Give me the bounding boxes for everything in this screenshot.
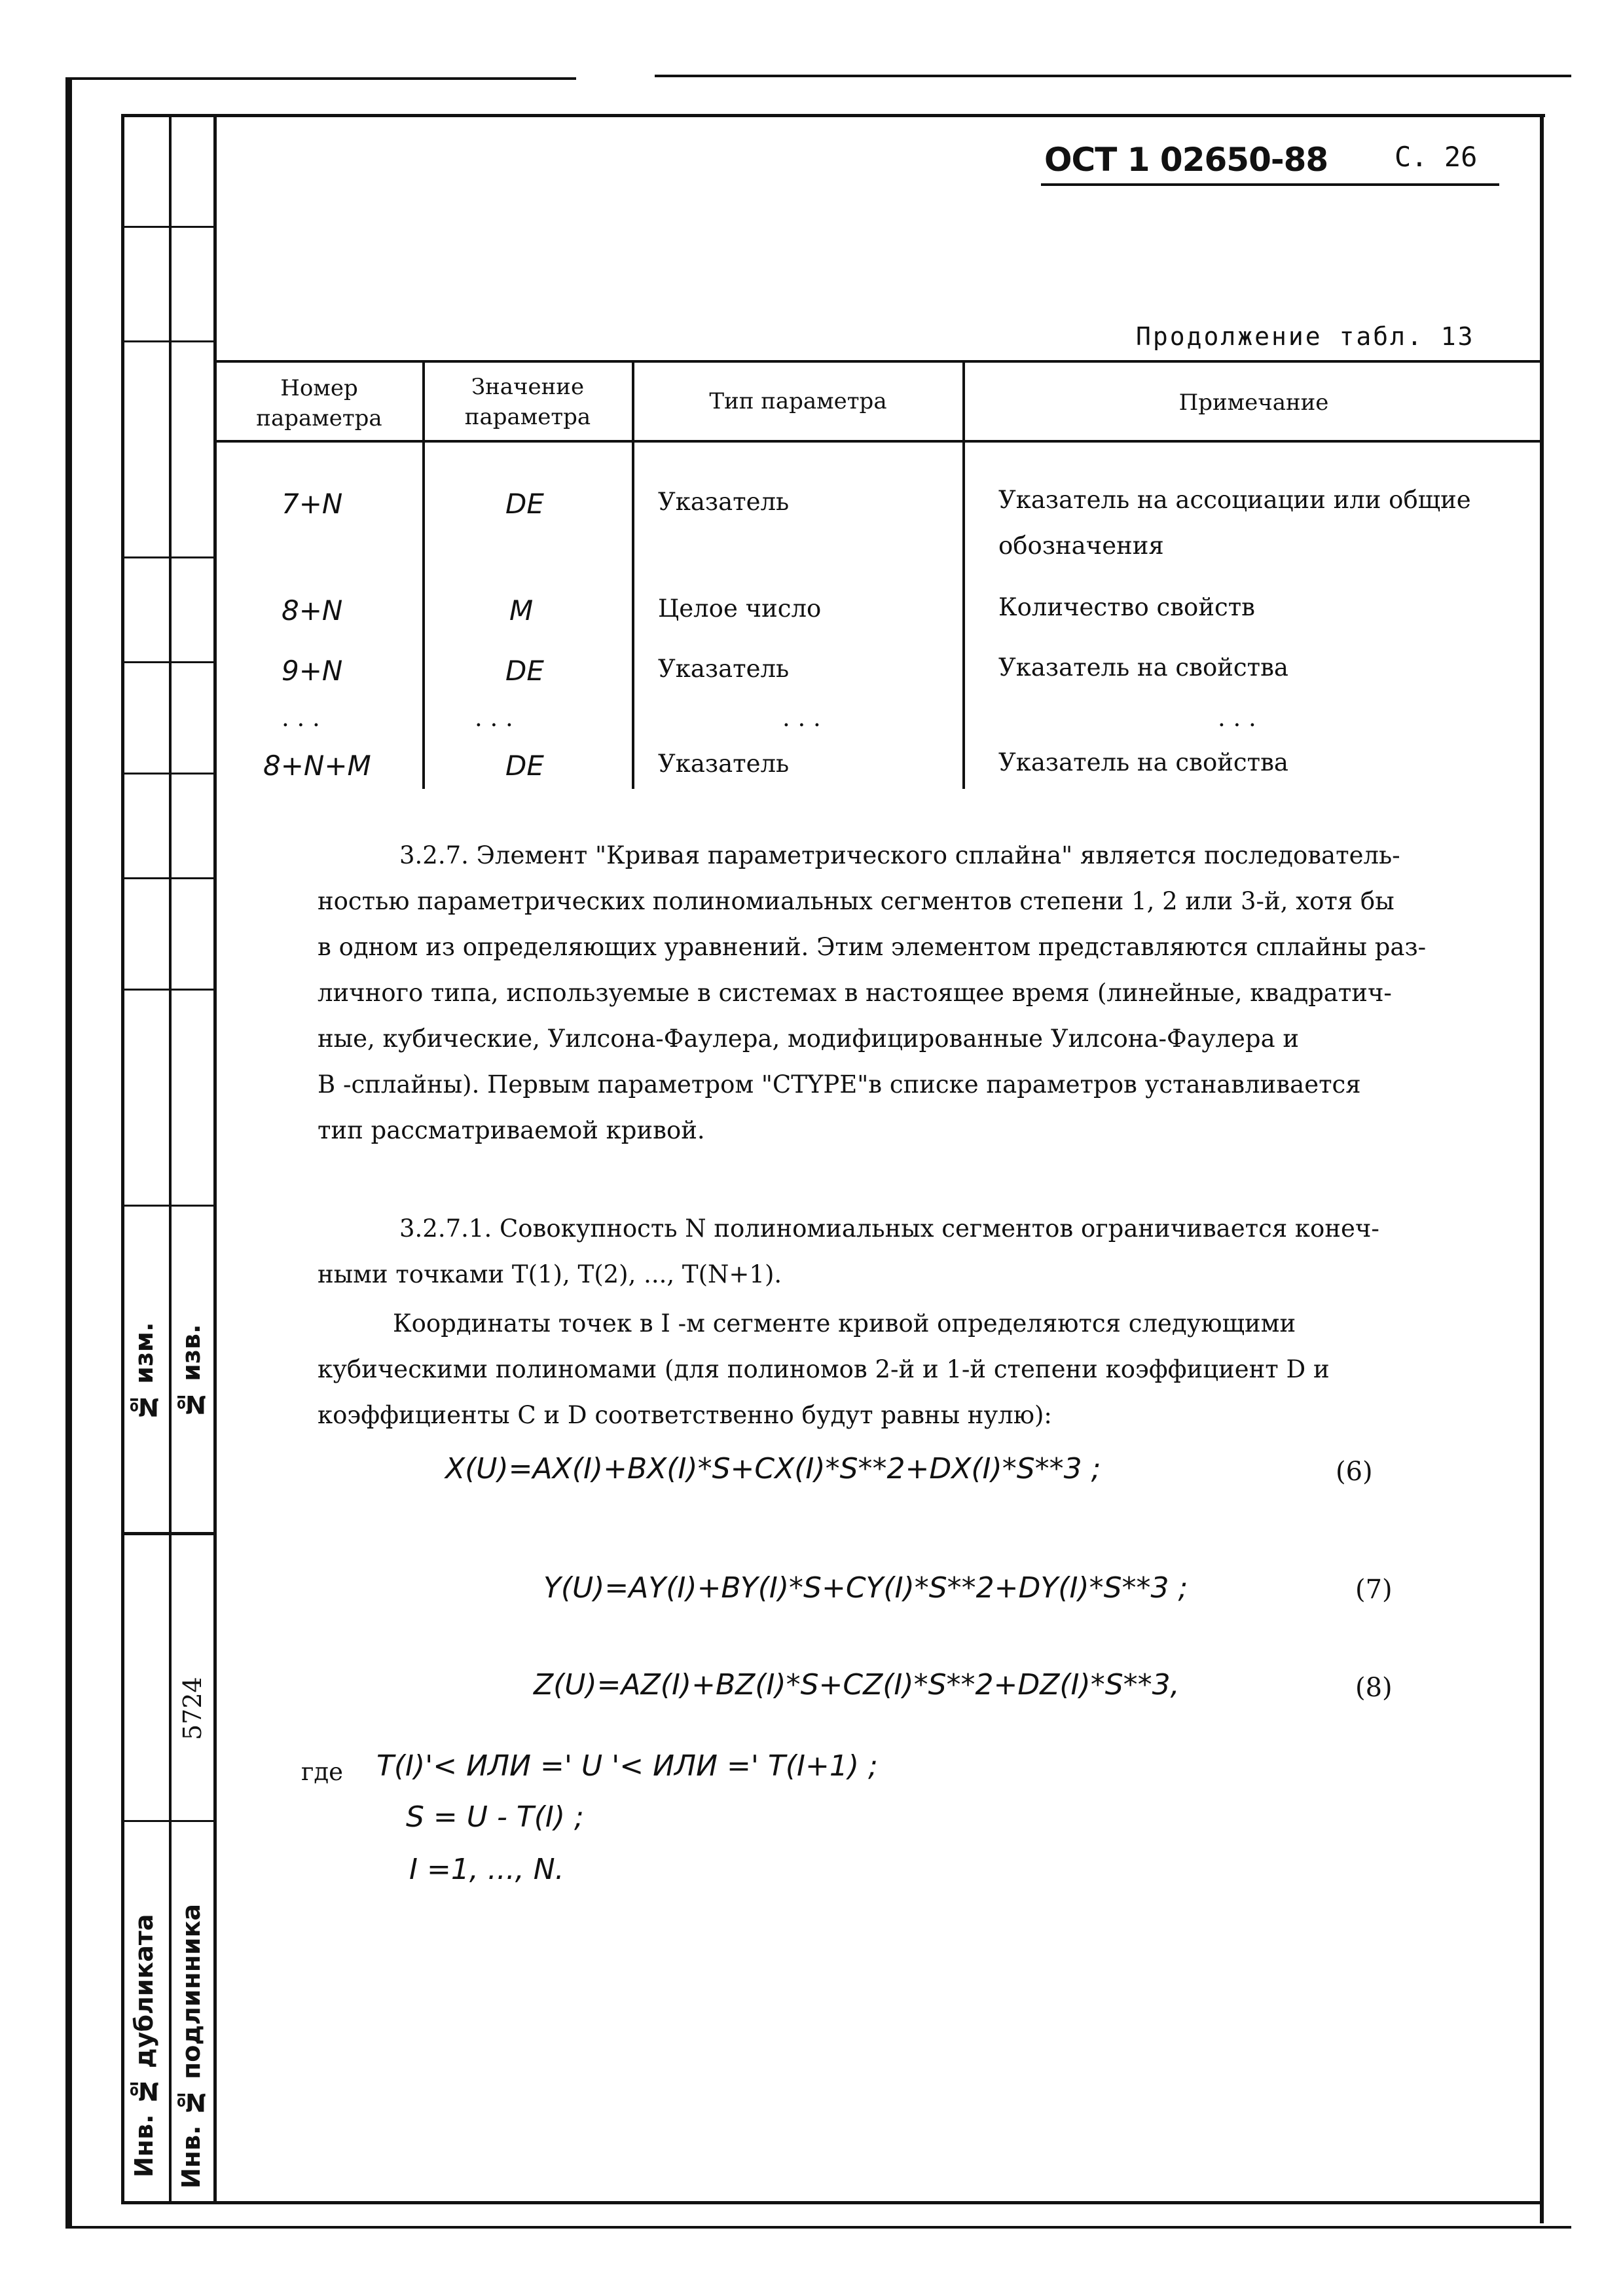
table-cell-number: 8+N	[282, 594, 343, 627]
margin-rule	[121, 1205, 216, 1207]
paragraph-line: тип рассматриваемой кривой.	[318, 1116, 705, 1144]
paragraph-line: Координаты точек в I -м сегменте кривой определяются следующими	[393, 1309, 1296, 1338]
margin-label-izv: № изв.	[177, 1324, 206, 1419]
table-cell-type: Целое число	[658, 594, 822, 623]
table-cell-number: 8+N+M	[263, 750, 371, 782]
frame-right	[1540, 114, 1544, 2223]
paragraph-line: B -сплайны). Первым параметром "CTYPE"в списке параметров устанавливается	[318, 1070, 1361, 1099]
outer-bottom-border	[65, 2226, 1571, 2229]
table-cell-type: Указатель	[658, 655, 790, 683]
col-header-value-text: Значение параметра	[464, 374, 591, 430]
where-s-definition: S = U - T(I) ;	[406, 1800, 584, 1834]
col-header-note: Примечание	[1178, 390, 1329, 416]
frame-top	[121, 114, 1545, 117]
equation-z: Z(U)=AZ(I)+BZ(I)*S+CZ(I)*S**2+DZ(I)*S**3,	[534, 1668, 1180, 1702]
outer-top-border-left	[65, 77, 576, 80]
margin-rule	[121, 226, 216, 228]
margin-rule	[121, 877, 216, 879]
page-number: С. 26	[1395, 141, 1478, 173]
frame-left	[121, 114, 124, 2204]
table-cell-value: M	[509, 594, 534, 627]
paragraph-line: личного типа, используемые в системах в настоящее время (линейные, квадратич-	[318, 979, 1392, 1007]
table-cell-note: Указатель на свойства	[998, 748, 1288, 776]
equation-number: (6)	[1336, 1457, 1373, 1487]
margin-rule	[121, 556, 216, 558]
where-label: где	[301, 1758, 344, 1786]
table-cell-ellipsis: . . .	[282, 704, 320, 732]
table-cell-number: 7+N	[282, 488, 343, 520]
margin-divider-2	[213, 114, 217, 2204]
paragraph-line: ностью параметрических полиномиальных сегментов степени 1, 2 или 3-й, хотя бы	[318, 887, 1395, 915]
where-i-range: I =1, ..., N.	[409, 1853, 564, 1886]
table-cell-type: Указатель	[658, 488, 790, 516]
table-col-divider	[632, 360, 634, 789]
paragraph-line: в одном из определяющих уравнений. Этим элементом представляются сплайны раз-	[318, 933, 1427, 961]
frame-bottom	[121, 2201, 1544, 2204]
table-cell-note: Указатель на свойства	[998, 653, 1288, 682]
margin-number: 5724	[178, 1677, 207, 1741]
equation-x: X(U)=AX(I)+BX(I)*S+CX(I)*S**2+DX(I)*S**3 ;	[445, 1452, 1101, 1485]
table-top-rule	[213, 360, 1542, 363]
equation-y: Y(U)=AY(I)+BY(I)*S+CY(I)*S**2+DY(I)*S**3 ;	[543, 1571, 1188, 1605]
margin-label-izm: № изм.	[130, 1322, 158, 1421]
outer-left-border	[65, 79, 72, 2226]
margin-rule	[121, 1532, 216, 1535]
col-header-value	[426, 372, 630, 432]
table-cell-value: DE	[505, 655, 544, 687]
table-cell-ellipsis: . . .	[475, 704, 513, 732]
margin-label-podl: Инв. № подлинника	[177, 1903, 206, 2189]
margin-rule	[121, 340, 216, 342]
outer-top-border-right	[655, 75, 1571, 77]
paragraph-line: 3.2.7.1. Совокупность N полиномиальных сегментов ограничивается конеч-	[399, 1214, 1379, 1243]
paragraph-line: кубическими полиномами (для полиномов 2-й и 1-й степени коэффициент D и	[318, 1355, 1330, 1383]
equation-number: (7)	[1355, 1575, 1393, 1605]
paragraph-line: 3.2.7. Элемент "Кривая параметрического сплайна" является последователь-	[399, 841, 1400, 869]
margin-divider-1	[169, 114, 172, 2204]
col-header-number-text: Номер параметра	[256, 375, 382, 431]
table-cell-ellipsis: . . .	[1218, 704, 1256, 732]
paragraph-line: ные, кубические, Уилсона-Фаулера, модифицированные Уилсона-Фаулера и	[318, 1025, 1300, 1053]
where-condition: T(I)'< ИЛИ =' U '< ИЛИ =' T(I+1) ;	[376, 1749, 878, 1783]
table-cell-note-cont: обозначения	[998, 532, 1164, 560]
margin-rule	[121, 773, 216, 774]
table-cell-value: DE	[505, 750, 544, 782]
table-cell-type: Указатель	[658, 750, 790, 778]
equation-number: (8)	[1355, 1673, 1393, 1703]
table-cell-note: Количество свойств	[998, 593, 1256, 621]
margin-label-dubl: Инв. № дубликата	[130, 1914, 158, 2178]
table-cell-ellipsis: . . .	[782, 704, 821, 732]
table-header-rule	[213, 440, 1542, 443]
table-col-divider	[422, 360, 425, 789]
table-cell-note: Указатель на ассоциации или общие	[998, 486, 1471, 514]
paragraph-line: ными точками T(1), T(2), ..., T(N+1).	[318, 1260, 782, 1288]
col-header-type: Тип параметра	[709, 388, 887, 414]
paragraph-line: коэффициенты C и D соответственно будут равны нулю):	[318, 1401, 1052, 1429]
header-underline	[1041, 183, 1499, 186]
col-header-number	[219, 373, 419, 433]
table-col-divider	[962, 360, 965, 789]
table-cell-number: 9+N	[282, 655, 343, 687]
table-caption: Продолжение табл. 13	[1136, 322, 1475, 351]
table-cell-value: DE	[505, 488, 544, 520]
margin-rule	[121, 1820, 216, 1822]
standard-designation: ОСТ 1 02650-88	[1044, 141, 1328, 179]
margin-rule	[121, 661, 216, 663]
margin-rule	[121, 989, 216, 991]
